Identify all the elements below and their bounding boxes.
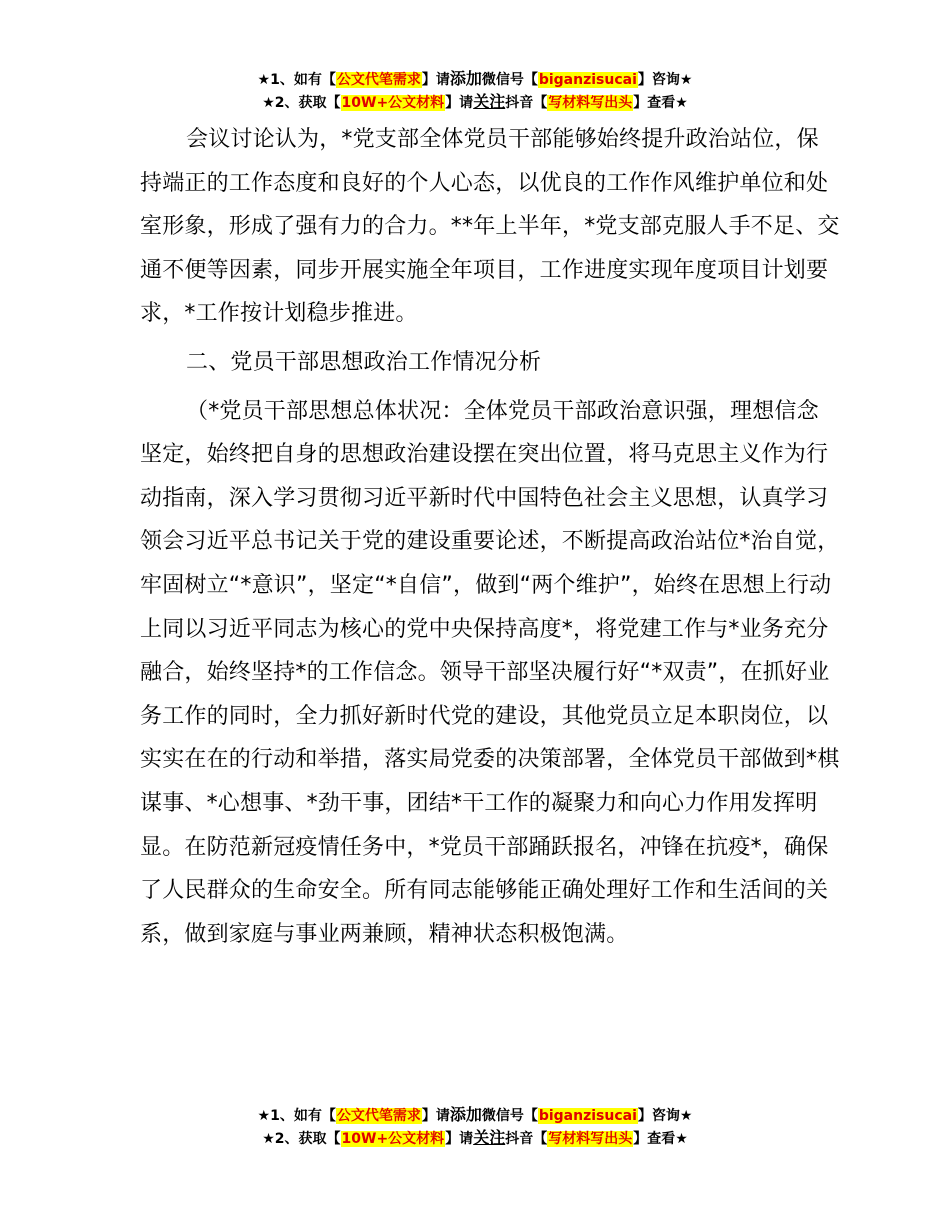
promo-text: 抖音【 (505, 1131, 548, 1147)
highlight-text: 写材料写出头 (548, 1131, 633, 1147)
body-paragraph: （*党员干部思想总体状况：全体党员干部政治意识强，理想信念坚定，始终把自身的思想政治建设摆在突出位置，将马克思主义作为行动指南，深入学习贯彻习近平新时代中国特色社会主义思想，认真学习领会习近平总书记关于党的建设重要论述，不断提高政治站位*治自觉，牢固树立“*意识”，坚定“*自信”，做到“两个维护”，始终在思想上行动上同以习近平同志为核心的党中央保持高度*，将党建工作与*业务充分融合，始终坚持*的工作信念。领导干部坚决履行好“*双责”，在抓好业务工作的同时，全力抓好新时代党的建设，其他党员立足本职岗位，以实实在在的行动和举措，落实局党委的决策部署，全体党员干部做到*棋谋事、*心想事、*劲干事，团结*干工作的凝聚力和向心力作用发挥明显。在防范新冠疫情任务中，*党员干部踊跃报名，冲锋在抗疫*，确保了人民群众的生命安全。所有同志能够能正确处理好工作和生活间的关系，做到家庭与事业两兼顾，精神状态积极饱满。 (140, 398, 840, 947)
promo-text: ★2、获取【 (262, 1131, 341, 1147)
promo-line-1 (0, 1104, 950, 1127)
promo-text: 】请 (445, 1131, 474, 1147)
promo-text: 】查看★ (633, 1131, 688, 1147)
document-body (140, 118, 840, 956)
section-heading: 二、党员干部思想政治工作情况分析 (186, 349, 542, 375)
promo-text: ★2、获取【 (262, 95, 341, 111)
promo-text: 抖音【 (505, 95, 548, 111)
promo-text: 添加 (449, 69, 482, 88)
highlight-text: 公文代笔需求 (336, 72, 421, 88)
promo-text: ★1、如有【 (257, 72, 336, 88)
wechat-id: biganzisucai (538, 72, 637, 88)
body-paragraph: 会议讨论认为，*党支部全体党员干部能够始终提升政治站位，保持端正的工作态度和良好的个人心态，以优良的工作作风维护单位和处室形象，形成了强有力的合力。**年上半年，*党支部克服人手不足、交通不便等因素，同步开展实施全年项目，工作进度实现年度项目计划要求，*工作按计划稳步推进。 (140, 127, 840, 327)
promo-text: 关注 (473, 1128, 506, 1147)
promo-text: 微信号【 (481, 1108, 538, 1124)
promo-text: 】查看★ (633, 95, 688, 111)
promo-banner-bottom (0, 1104, 950, 1150)
promo-banner-top (0, 68, 950, 114)
promo-line-2 (0, 91, 950, 114)
promo-text: 微信号【 (481, 72, 538, 88)
promo-text: 】请 (421, 72, 450, 88)
promo-line-2 (0, 1127, 950, 1150)
highlight-text: 10W+公文材料 (341, 1131, 445, 1147)
promo-text: 】请 (421, 1108, 450, 1124)
highlight-text: 写材料写出头 (548, 95, 633, 111)
highlight-text: 10W+公文材料 (341, 95, 445, 111)
promo-text: 添加 (449, 1105, 482, 1124)
promo-text: 】请 (445, 95, 474, 111)
wechat-id: biganzisucai (538, 1108, 637, 1124)
highlight-text: 公文代笔需求 (336, 1108, 421, 1124)
promo-line-1 (0, 68, 950, 91)
promo-text: 】咨询★ (637, 1108, 693, 1124)
promo-text: 关注 (473, 92, 506, 111)
promo-text: ★1、如有【 (257, 1108, 336, 1124)
promo-text: 】咨询★ (637, 72, 693, 88)
